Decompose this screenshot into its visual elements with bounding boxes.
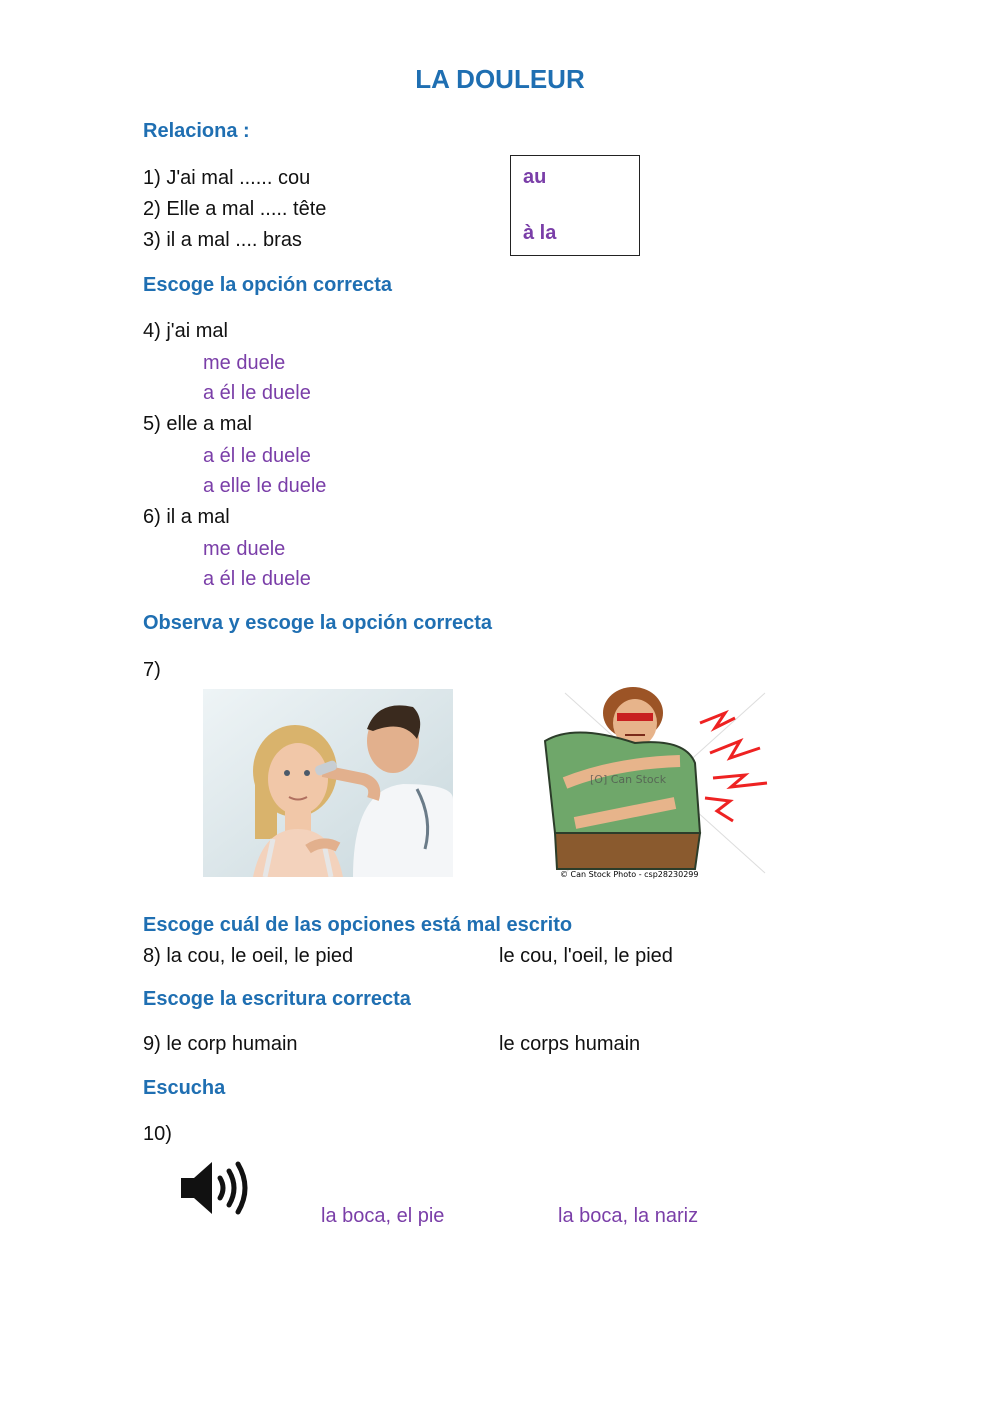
section-heading-escucha: Escucha bbox=[143, 1077, 226, 1099]
arm-pain-image[interactable] bbox=[535, 683, 775, 879]
q6-option-1[interactable]: me duele bbox=[203, 538, 286, 560]
q4-option-1[interactable]: me duele bbox=[203, 352, 286, 374]
question-9-option-a[interactable]: 9) le corp humain bbox=[143, 1033, 298, 1055]
section-heading-observa: Observa y escoge la opción correcta bbox=[143, 612, 493, 634]
question-7: 7) bbox=[143, 659, 161, 681]
question-5: 5) elle a mal bbox=[143, 413, 252, 435]
section-heading-relaciona: Relaciona : bbox=[143, 120, 250, 142]
q5-option-2[interactable]: a elle le duele bbox=[203, 475, 327, 497]
question-3: 3) il a mal .... bras bbox=[143, 229, 302, 251]
speaker-icon[interactable] bbox=[178, 1158, 252, 1218]
q10-option-b[interactable]: la boca, la nariz bbox=[558, 1205, 699, 1227]
question-9-option-b[interactable]: le corps humain bbox=[499, 1033, 641, 1055]
question-8-option-b[interactable]: le cou, l'oeil, le pied bbox=[499, 945, 673, 967]
q5-option-1[interactable]: a él le duele bbox=[203, 445, 311, 467]
question-1: 1) J'ai mal ...... cou bbox=[143, 167, 311, 189]
section-heading-escritura: Escoge la escritura correcta bbox=[143, 988, 411, 1010]
question-4: 4) j'ai mal bbox=[143, 320, 228, 342]
q6-option-2[interactable]: a él le duele bbox=[203, 568, 311, 590]
box-option-au[interactable]: au bbox=[523, 166, 547, 188]
image-watermark: [O] Can Stock bbox=[590, 773, 667, 786]
doctor-ear-image[interactable] bbox=[203, 689, 453, 877]
image-credit: © Can Stock Photo - csp28230299 bbox=[560, 870, 699, 879]
q10-option-a[interactable]: la boca, el pie bbox=[321, 1205, 445, 1227]
box-option-a-la[interactable]: à la bbox=[523, 222, 557, 244]
question-10: 10) bbox=[143, 1123, 172, 1145]
q4-option-2[interactable]: a él le duele bbox=[203, 382, 311, 404]
question-6: 6) il a mal bbox=[143, 506, 230, 528]
page-title: LA DOULEUR bbox=[415, 64, 585, 94]
question-8-option-a[interactable]: 8) la cou, le oeil, le pied bbox=[143, 945, 354, 967]
question-2: 2) Elle a mal ..... tête bbox=[143, 198, 327, 220]
section-heading-mal-escrito: Escoge cuál de las opciones está mal escrito bbox=[143, 914, 573, 936]
answer-box bbox=[510, 155, 640, 256]
section-heading-escoge: Escoge la opción correcta bbox=[143, 274, 392, 296]
